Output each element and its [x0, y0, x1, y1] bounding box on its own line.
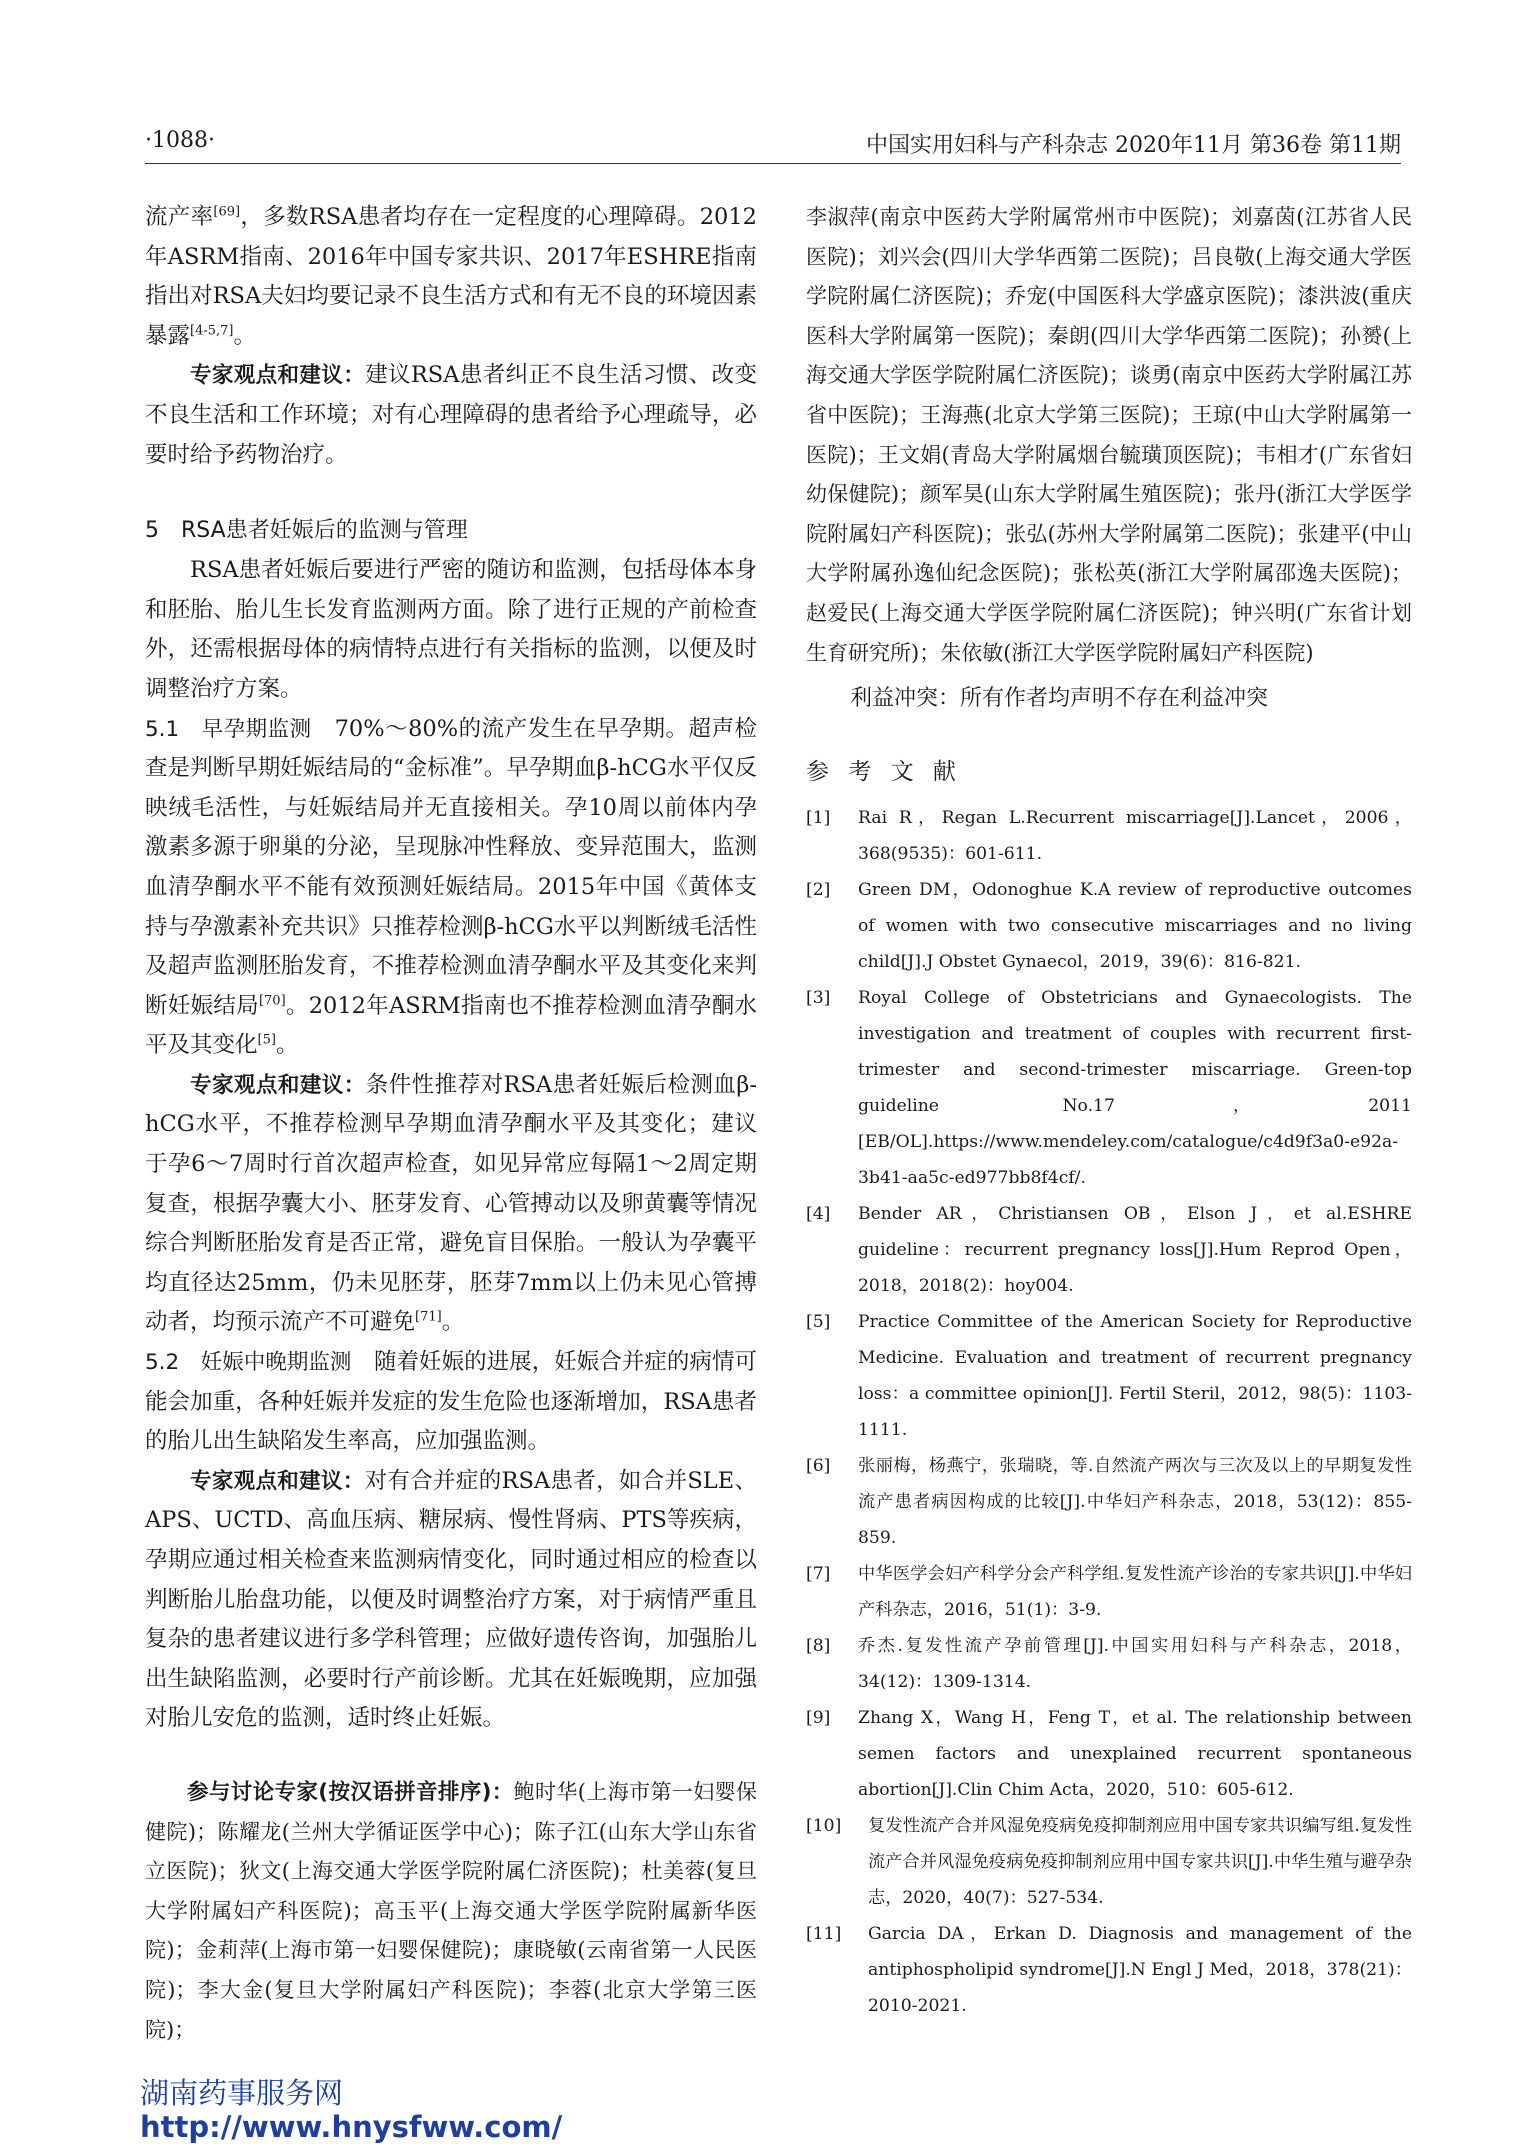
opinion-label: 专家观点和建议： [190, 1468, 365, 1494]
section-heading-5: 5 RSA患者妊娠后的监测与管理 [145, 518, 468, 544]
reference-item: [11] Garcia DA，Erkan D. Diagnosis and management of the antiphospholipid syndrome[J].N Engl J Med，2018，378(21)：2010-2021. [806, 1923, 1412, 2016]
citation: [70] [258, 993, 286, 1009]
running-header [145, 120, 1401, 164]
reference-item: [7] 中华医学会妇产科学分会产科学组.复发性流产诊治的专家共识[J].中华妇产科杂志，2016，51(1)：3-9. [806, 1563, 1412, 1620]
left-column [145, 198, 757, 2050]
watermark-url[interactable]: http://www.hnysfww.com/ [140, 2110, 563, 2144]
reference-item: [8] 乔杰.复发性流产孕前管理[J].中国实用妇科与产科杂志，2018，34(12)：1309-1314. [806, 1635, 1412, 1692]
expert-opinion-2: 专家观点和建议：条件性推荐对RSA患者妊娠后检测血β-hCG水平，不推荐检测早孕期血清孕酮水平及其变化；建议于孕6～7周时行首次超声检查，如见异常应每隔1～2周定期复查，根据孕囊大小、胚芽发育、心管搏动以及卵黄囊等情况综合判断胚胎发育是否正常，避免盲目保胎。一般认为孕囊平均直径达25mm，仍未见胚芽，胚芽7mm以上仍未见心管搏动者，均预示流产不可避免[71]。 [145, 1071, 757, 1336]
citation: [69] [213, 204, 241, 220]
subsection-5-1: 5.1 早孕期监测 70%～80%的流产发生在早孕期。超声检查是判断早期妊娠结局的“金标准”。早孕期血β-hCG水平仅反映绒毛活性，与妊娠结局并无直接相关。孕10周以前体内孕激素多源于卵巢的分泌，呈现脉冲性释放、变异范围大，监测血清孕酮水平不能有效预测妊娠结局。2015年中国《黄体支持与孕激素补充共识》只推荐检测β-hCG水平以判断绒毛活性及超声监测胚胎发育，不推荐检测血清孕酮水平及其变化来判断妊娠结局[70]。2012年ASRM指南也不推荐检测血清孕酮水平及其变化[5]。 [145, 715, 757, 1059]
reference-item: [3] Royal College of Obstetricians and Gynaecologists. The investigation and treatment of couples with recurrent first-trimester and second-trimester miscarriage. Green-top guideline No.17，2011 [EB/OL].https://www.mendeley.com/catalogue/c4d9f3a0-e92a-3b41-aa5c-ed977bb8f4cf/. [806, 987, 1412, 1188]
subsection-5-2: 5.2 妊娠中晚期监测 随着妊娠的进展，妊娠合并症的病情可能会加重，各种妊娠并发症的发生危险也逐渐增加，RSA患者的胎儿出生缺陷发生率高，应加强监测。 [145, 1349, 757, 1455]
conflict-of-interest: 利益冲突：所有作者均声明不存在利益冲突 [850, 686, 1269, 712]
reference-list [806, 800, 1412, 2024]
expert-opinion-3: 专家观点和建议：对有合并症的RSA患者，如合并SLE、APS、UCTD、高血压病、糖尿病、慢性肾病、PTS等疾病，孕期应通过相关检查来监测病情变化，同时通过相应的检查以判断胎儿胎盘功能，以便及时调整治疗方案，对于病情严重且复杂的患者建议进行多学科管理；应做好遗传咨询，加强胎儿出生缺陷监测，必要时行产前诊断。尤其在妊娠晚期，应加强对胎儿安危的监测，适时终止妊娠。 [145, 1467, 757, 1732]
spacer [145, 1739, 757, 1773]
reference-item: [6] 张丽梅，杨燕宁，张瑞晓，等.自然流产两次与三次及以上的早期复发性流产患者病因构成的比较[J].中华妇产科杂志，2018，53(12)：855-859. [806, 1455, 1412, 1548]
opinion-label: 专家观点和建议： [190, 1072, 366, 1098]
site-watermark [140, 2076, 562, 2144]
right-column [806, 198, 1412, 2024]
subsection-title: 5.2 妊娠中晚期监测 [145, 1350, 352, 1376]
paragraph-monitoring: RSA患者妊娠后要进行严密的随访和监测，包括母体本身和胚胎、胎儿生长发育监测两方面。除了进行正规的产前检查外，还需根据母体的病情特点进行有关指标的监测，以便及时调整治疗方案。 [145, 557, 757, 702]
journal-title: 中国实用妇科与产科杂志 2020年11月 第36卷 第11期 [866, 133, 1401, 158]
reference-item: [1] Rai R，Regan L.Recurrent miscarriage[J].Lancet，2006，368(9535)：601-611. [806, 807, 1412, 864]
references-heading: 参 考 文 献 [806, 758, 962, 785]
reference-item: [10] 复发性流产合并风湿免疫病免疫抑制剂应用中国专家共识编写组.复发性流产合并风湿免疫病免疫抑制剂应用中国专家共识[J].中华生殖与避孕杂志，2020，40(7)：527-534. [806, 1815, 1412, 1908]
opinion-label: 专家观点和建议： [190, 363, 366, 389]
citation: [71] [415, 1309, 442, 1325]
citation: [5] [257, 1032, 276, 1048]
reference-item: [4] Bender AR，Christiansen OB，Elson J，et al.ESHRE guideline：recurrent pregnancy loss[J].Hum Reprod Open，2018，2018(2)：hoy004. [806, 1203, 1412, 1296]
participating-experts: 参与讨论专家(按汉语拼音排序)：鲍时华(上海市第一妇婴保健院)；陈耀龙(兰州大学循证医学中心)；陈子江(山东大学山东省立医院)；狄文(上海交通大学医学院附属仁济医院)；杜美蓉(复旦大学附属妇产科医院)；高玉平(上海交通大学医学院附属新华医院)；金莉萍(上海市第一妇婴保健院)；康晓敏(云南省第一人民医院)；李大金(复旦大学附属妇产科医院)；李蓉(北京大学第三医院)； [145, 1779, 757, 2042]
participating-experts-continued: 李淑萍(南京中医药大学附属常州市中医院)；刘嘉茵(江苏省人民医院)；刘兴会(四川大学华西第二医院)；吕良敬(上海交通大学医学院附属仁济医院)；乔宠(中国医科大学盛京医院)；漆洪波(重庆医科大学附属第一医院)；秦朗(四川大学华西第二医院)；孙赟(上海交通大学医学院附属仁济医院)；谈勇(南京中医药大学附属江苏省中医院)；王海燕(北京大学第三医院)；王琼(中山大学附属第一医院)；王文娟(青岛大学附属烟台毓璜顶医院)；韦相才(广东省妇幼保健院)；颜军昊(山东大学附属生殖医院)；张丹(浙江大学医学院附属妇产科医院)；张弘(苏州大学附属第二医院)；张建平(中山大学附属孙逸仙纪念医院)；张松英(浙江大学附属邵逸夫医院)；赵爱民(上海交通大学医学院附属仁济医院)；钟兴明(广东省计划生育研究所)；朱依敏(浙江大学医学院附属妇产科医院) [806, 205, 1412, 665]
paragraph-psychology: 流产率[69]，多数RSA患者均存在一定程度的心理障碍。2012年ASRM指南、2016年中国专家共识、2017年ESHRE指南指出对RSA夫妇均要记录不良生活方式和有无不良的环境因素暴露[4-5,7]。 [145, 204, 757, 349]
page-number: ·1088· [145, 128, 215, 153]
reference-item: [2] Green DM，Odonoghue K.A review of reproductive outcomes of women with two consecutive miscarriages and no living child[J].J Obstet Gynaecol，2019，39(6)：816-821. [806, 879, 1412, 972]
header-rule [145, 163, 1401, 164]
subsection-title: 5.1 早孕期监测 [145, 716, 312, 742]
citation: [4-5,7] [190, 323, 234, 339]
watermark-site-name: 湖南药事服务网 [140, 2076, 344, 2110]
reference-item: [9] Zhang X，Wang H，Feng T，et al. The relationship between semen factors and unexplained recurrent spontaneous abortion[J].Clin Chim Acta，2020，510：605-612. [806, 1707, 1412, 1800]
experts-label: 参与讨论专家(按汉语拼音排序)： [187, 1779, 514, 1805]
expert-opinion-1: 专家观点和建议：建议RSA患者纠正不良生活习惯、改变不良生活和工作环境；对有心理障碍的患者给予心理疏导，必要时给予药物治疗。 [145, 362, 757, 468]
reference-item: [5] Practice Committee of the American Society for Reproductive Medicine. Evaluation and treatment of recurrent pregnancy loss：a committee opinion[J]. Fertil Steril，2012，98(5)：1103-1111. [806, 1311, 1412, 1440]
